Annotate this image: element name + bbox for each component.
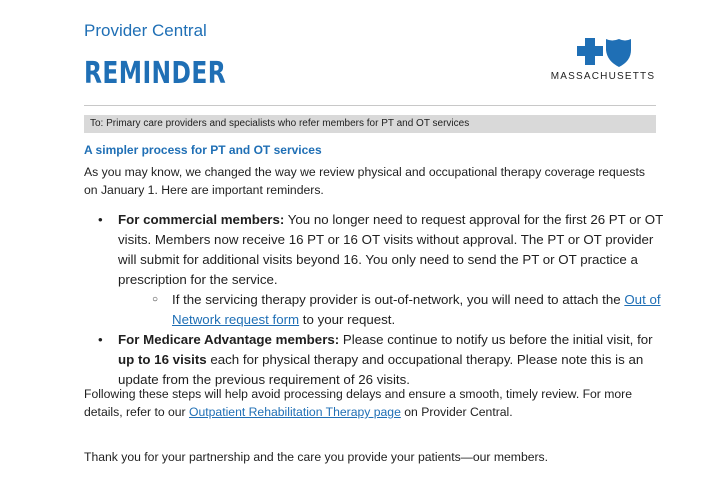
commercial-label: For commercial members: <box>118 212 285 227</box>
medicare-text-1: Please continue to notify us before the initial visit, for <box>339 332 653 347</box>
medicare-text-2: each for physical therapy and occupational therapy. Please note this is an update from the previous requirement of 26 visits. <box>118 352 644 387</box>
out-of-network-form-link[interactable]: Out of Network request form <box>172 292 661 327</box>
sub-text-after: to your request. <box>299 312 396 327</box>
list-item-commercial <box>98 210 663 330</box>
outpatient-rehab-page-link[interactable]: Outpatient Rehabilitation Therapy page <box>189 405 401 419</box>
header-divider <box>84 105 656 106</box>
logo-text: MASSACHUSETTS <box>550 71 656 82</box>
to-line: To: Primary care providers and specialists who refer members for PT and OT services <box>84 115 656 133</box>
section-heading: A simpler process for PT and OT services <box>84 143 322 157</box>
follow-paragraph <box>84 385 664 421</box>
logo <box>548 38 658 86</box>
page-title: REMINDER <box>84 56 227 91</box>
medicare-label: For Medicare Advantage members: <box>118 332 340 347</box>
sub-list <box>118 290 663 330</box>
commercial-text: You no longer need to request approval for the first 26 PT or OT visits. Members now receive 16 PT or 16 OT visits without approval. The PT or OT provider will submit for additional visits beyond 16. You only need to send the PT or OT practice a prescription for the service. <box>118 212 663 287</box>
sub-text-before: If the servicing therapy provider is out-of-network, you will need to attach the <box>172 292 625 307</box>
cross-and-shield-icon <box>576 38 632 68</box>
reminder-list <box>98 210 663 390</box>
follow-text-after: on Provider Central. <box>400 405 513 419</box>
sub-list-item <box>152 290 663 330</box>
bullet-icon: • <box>98 332 103 347</box>
bullet-icon: • <box>98 212 103 227</box>
list-item-medicare <box>98 330 663 390</box>
thanks-paragraph: Thank you for your partnership and the care you provide your patients—our members. <box>84 450 549 464</box>
circle-bullet-icon: ○ <box>152 294 159 305</box>
brand-title: Provider Central <box>84 21 207 40</box>
intro-paragraph: As you may know, we changed the way we review physical and occupational therapy coverage requests on January 1. Here are important reminders. <box>84 165 645 197</box>
follow-text-before: Following these steps will help avoid processing delays and ensure a smooth, timely review. For more details, refer to our <box>84 387 633 419</box>
medicare-bold: up to 16 visits <box>118 352 207 367</box>
